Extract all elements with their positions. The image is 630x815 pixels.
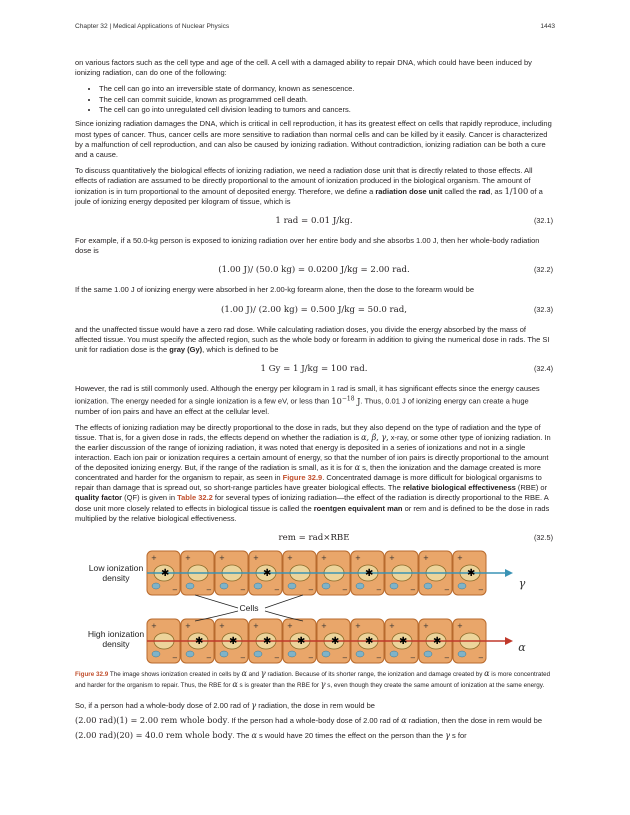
equation-32-2 bbox=[75, 262, 553, 279]
high-row-charge-minus: − bbox=[274, 653, 280, 662]
math-alpha-rem: (2.00 rad)(20) = 40.0 rem whole body bbox=[75, 729, 233, 740]
figure-caption: Figure 32.9 The image shows ionization created in cells by α and γ radiation. Because of its shorter range, the ionization and damage created by α is more concentrated and harder for the organism to repair. Thus, the RBE for α s is greater than the RBE for γ s, even though they create the same amount of ionization at the same energy. bbox=[75, 668, 551, 689]
high-row-mitochondrion bbox=[288, 651, 296, 657]
cells-pointer bbox=[195, 595, 238, 608]
list-item: • The cell can go into unregulated cell division leading to tumors and cancers. bbox=[99, 105, 553, 115]
low-row-charge-plus: + bbox=[389, 553, 395, 562]
paragraph-dna: Since ionizing radiation damages the DNA, which is critical in cell reproduction, it has its greatest effect on cells that rapidly reproduce, including most types of cancer. Thus, cancer cells are more sensitive to radiation than normal cells and can be killed by it easily. Cancer is characterized by a malfunction of cell reproduction, and can also be caused by ionizing radiation. Without contradiction, ionizing radiation can be both a cure and a cause. bbox=[75, 119, 552, 159]
high-row-beam-arrow bbox=[505, 637, 513, 645]
caption-label: Figure 32.9 bbox=[75, 670, 109, 678]
equation-32-1 bbox=[75, 213, 553, 230]
high-row-charge-minus: − bbox=[206, 653, 212, 662]
high-row-ionization-star: ✱ bbox=[263, 635, 272, 647]
low-row-mitochondrion bbox=[220, 583, 228, 589]
paragraph-rem-example: So, if a person had a whole-body dose of 2.00 rad of γ radiation, the dose in rem would be (2.00 rad)(1) = 2.00 rem whole body. If the person had a whole-body dose of 2.00 rad of α radiation, then the dose in rem would be (2.00 rad)(20) = 40.0 rem whole body. The α s would have 20 times the effect on the person than the γ s for bbox=[75, 700, 542, 740]
low-row-mitochondrion bbox=[288, 583, 296, 589]
table-link[interactable]: Table 32.2 bbox=[177, 493, 213, 503]
paragraph-intro: on various factors such as the cell type and age of the cell. A cell with a damaged ability to repair DNA, which could have been induced by ionizing radiation, can do one of the following: bbox=[75, 58, 532, 78]
page-number: 1443 bbox=[540, 23, 555, 30]
high-row-charge-plus: + bbox=[389, 621, 395, 630]
high-row-charge-plus: + bbox=[355, 621, 361, 630]
high-row-charge-minus: − bbox=[308, 653, 314, 662]
alpha-symbol: α bbox=[518, 640, 526, 654]
low-row-charge-plus: + bbox=[355, 553, 361, 562]
low-row-ionization-star: ✱ bbox=[467, 567, 476, 579]
equation-number: (32.3) bbox=[533, 304, 553, 314]
equation-number: (32.4) bbox=[533, 363, 553, 373]
equation-32-4 bbox=[75, 361, 553, 378]
equation-number: (32.5) bbox=[533, 532, 553, 542]
high-row-mitochondrion bbox=[322, 651, 330, 657]
low-row-mitochondrion bbox=[152, 583, 160, 589]
high-row-charge-minus: − bbox=[376, 653, 382, 662]
low-row-charge-minus: − bbox=[342, 585, 348, 594]
high-row-ionization-star: ✱ bbox=[331, 635, 340, 647]
high-row-mitochondrion bbox=[424, 651, 432, 657]
low-row-ionization-star: ✱ bbox=[161, 567, 170, 579]
equation-number: (32.1) bbox=[533, 216, 553, 226]
term-gray: gray (Gy) bbox=[169, 344, 203, 354]
term-radiation-dose-unit: radiation dose unit bbox=[375, 187, 443, 197]
term-rbe: relative biological effectiveness bbox=[402, 483, 516, 493]
high-row-charge-plus: + bbox=[287, 621, 293, 630]
high-row-ionization-star: ✱ bbox=[297, 635, 306, 647]
high-row-ionization-star: ✱ bbox=[229, 635, 238, 647]
low-row-mitochondrion bbox=[390, 583, 398, 589]
high-row-charge-minus: − bbox=[410, 653, 416, 662]
list-item: • The cell can go into an irreversible state of dormancy, known as senescence. bbox=[99, 84, 553, 94]
low-row-charge-minus: − bbox=[444, 585, 450, 594]
high-row-charge-plus: + bbox=[151, 621, 157, 630]
low-row-ionization-star: ✱ bbox=[263, 567, 272, 579]
label-cells: Cells bbox=[239, 602, 259, 613]
paragraph-example: For example, if a 50.0-kg person is exposed to ionizing radiation over her entire body and she absorbs 1.00 J, then her whole-body radiation dose is bbox=[75, 236, 540, 256]
equation-expression: rem = rad×RBE bbox=[278, 532, 350, 543]
high-row-mitochondrion bbox=[390, 651, 398, 657]
low-row-mitochondrion bbox=[322, 583, 330, 589]
high-row-mitochondrion bbox=[356, 651, 364, 657]
paragraph-forearm: If the same 1.00 J of ionizing energy were absorbed in her 2.00-kg forearm alone, then the dose to the forearm would be bbox=[75, 285, 474, 295]
high-row-mitochondrion bbox=[458, 651, 466, 657]
low-row-charge-plus: + bbox=[185, 553, 191, 562]
low-row-charge-minus: − bbox=[410, 585, 416, 594]
figure-link[interactable]: Figure 32.9 bbox=[282, 473, 323, 483]
high-row-mitochondrion bbox=[186, 651, 194, 657]
term-quality-factor: quality factor bbox=[75, 493, 123, 503]
high-row-charge-plus: + bbox=[253, 621, 259, 630]
equation-32-3 bbox=[75, 302, 553, 319]
list-item: • The cell can commit suicide, known as programmed cell death. bbox=[99, 95, 553, 105]
equation-expression: (1.00 J)/ (50.0 kg) = 0.0200 J/kg = 2.00 rad. bbox=[218, 265, 410, 276]
high-row-charge-plus: + bbox=[457, 621, 463, 630]
label-high-ionization: High ionization density bbox=[87, 628, 145, 650]
low-row-ionization-star: ✱ bbox=[365, 567, 374, 579]
high-row-ionization-star: ✱ bbox=[399, 635, 408, 647]
term-rem: roentgen equivalent man bbox=[313, 503, 403, 513]
math-power: $10^{-18}$ J bbox=[331, 394, 361, 406]
low-row-charge-plus: + bbox=[219, 553, 225, 562]
paragraph-rbe: The effects of ionizing radiation may be directly proportional to the dose in rads, but they also depend on the type of radiation and the type of tissue. That is, for a given dose in rads, the effects depend on whether the radiation is α, β, γ, x-ray, or some other type of ionizing radiation. In the earlier discussion of the range of ionizing radiation, it was noted that energy is deposited in a series of ionizations and not in a single interaction. Each ion pair or ionization requires a certain amount of energy, so that the number of ion pairs is directly proportional to the amount of the deposited ionizing energy. But, if the range of the radiation is small, as it is for α s, then the ionization and the damage created is more concentrated and harder for the organism to repair, as seen in Figure 32.9. Concentrated damage is more difficult for biological organisms to repair than damage that is spread out, so short-range particles have greater biological effects. The relative biological effectiveness (RBE) or quality factor (QF) is given in Table 32.2 for several types of ionizing radiation—the effect of the radiation is directly proportional to the RBE. A dose unit more closely related to effects in biological tissue is called the roentgen equivalent man or rem and is defined to be the dose in rads multiplied by the relative biological effectiveness. bbox=[75, 422, 551, 523]
high-row-mitochondrion bbox=[220, 651, 228, 657]
low-row-charge-minus: − bbox=[274, 585, 280, 594]
figure-ionization-cells bbox=[75, 549, 553, 667]
high-row-charge-minus: − bbox=[444, 653, 450, 662]
low-row-beam-arrow bbox=[505, 569, 513, 577]
high-row-ionization-star: ✱ bbox=[365, 635, 374, 647]
gamma-symbol: γ bbox=[518, 576, 526, 590]
low-row-charge-plus: + bbox=[151, 553, 157, 562]
equation-number: (32.2) bbox=[533, 265, 553, 275]
low-row-mitochondrion bbox=[356, 583, 364, 589]
high-row-ionization-star: ✱ bbox=[433, 635, 442, 647]
high-row-charge-minus: − bbox=[342, 653, 348, 662]
low-row-charge-plus: + bbox=[423, 553, 429, 562]
bullet-list bbox=[75, 84, 553, 115]
low-row-charge-minus: − bbox=[478, 585, 484, 594]
equation-expression: (1.00 J)/ (2.00 kg) = 0.500 J/kg = 50.0 rad, bbox=[221, 304, 407, 315]
high-row-charge-minus: − bbox=[240, 653, 246, 662]
low-row-mitochondrion bbox=[424, 583, 432, 589]
running-header-chapter: Chapter 32 | Medical Applications of Nuclear Physics bbox=[75, 23, 230, 30]
paragraph-gray: and the unaffected tissue would have a zero rad dose. While calculating radiation doses, you divide the energy absorbed by the mass of affected tissue. You must specify the affected region, such as the whole body or forearm in addition to giving the numerical dose in rads. The SI unit for radiation dose is the gray (Gy), which is defined to be bbox=[75, 324, 550, 354]
low-row-charge-minus: − bbox=[376, 585, 382, 594]
high-row-mitochondrion bbox=[152, 651, 160, 657]
paragraph-rad-definition: To discuss quantitatively the biological effects of ionizing radiation, we need a radiation dose unit that is directly related to those effects. All effects of radiation are assumed to be directly proportional to the amount of ionization produced in the biological organism. The amount of ionization is in turn proportional to the amount of deposited energy. Therefore, we define a radiation dose unit called the rad, as 1/100 of a joule of ionizing energy deposited per kilogram of tissue, which is bbox=[75, 165, 543, 207]
high-row-charge-plus: + bbox=[423, 621, 429, 630]
low-row-charge-minus: − bbox=[308, 585, 314, 594]
high-row-charge-plus: + bbox=[321, 621, 327, 630]
high-row-charge-minus: − bbox=[478, 653, 484, 662]
low-row-mitochondrion bbox=[186, 583, 194, 589]
low-row-mitochondrion bbox=[254, 583, 262, 589]
low-row-charge-minus: − bbox=[206, 585, 212, 594]
high-row-charge-plus: + bbox=[185, 621, 191, 630]
low-row-charge-plus: + bbox=[253, 553, 259, 562]
low-row-charge-plus: + bbox=[321, 553, 327, 562]
cell-diagram bbox=[75, 549, 553, 667]
low-row-charge-minus: − bbox=[240, 585, 246, 594]
high-row-ionization-star: ✱ bbox=[195, 635, 204, 647]
page-body bbox=[75, 58, 553, 749]
high-row-charge-minus: − bbox=[172, 653, 178, 662]
high-row-charge-plus: + bbox=[219, 621, 225, 630]
math-fraction: 1/100 bbox=[504, 186, 529, 197]
low-row-mitochondrion bbox=[458, 583, 466, 589]
low-row-charge-plus: + bbox=[287, 553, 293, 562]
low-row-charge-minus: − bbox=[172, 585, 178, 594]
label-low-ionization: Low ionization density bbox=[88, 562, 144, 584]
equation-expression: 1 Gy = 1 J/kg = 100 rad. bbox=[260, 363, 368, 374]
math-gamma-rem: (2.00 rad)(1) = 2.00 rem whole body bbox=[75, 714, 228, 725]
cells-pointer bbox=[265, 595, 303, 608]
equation-32-5 bbox=[75, 530, 553, 547]
paragraph-rad-usage: However, the rad is still commonly used. Although the energy per kilogram in 1 rad is small, it has significant effects since the energy causes ionization. The energy needed for a single ionization is a few eV, or less than $10^{-18}$ J. Thus, 0.01 J of ionizing energy can create a huge number of ion pairs and have an effect at the cellular level. bbox=[75, 383, 540, 416]
low-row-charge-plus: + bbox=[457, 553, 463, 562]
high-row-mitochondrion bbox=[254, 651, 262, 657]
term-rad: rad bbox=[478, 187, 491, 197]
equation-expression: 1 rad = 0.01 J/kg. bbox=[275, 216, 353, 227]
